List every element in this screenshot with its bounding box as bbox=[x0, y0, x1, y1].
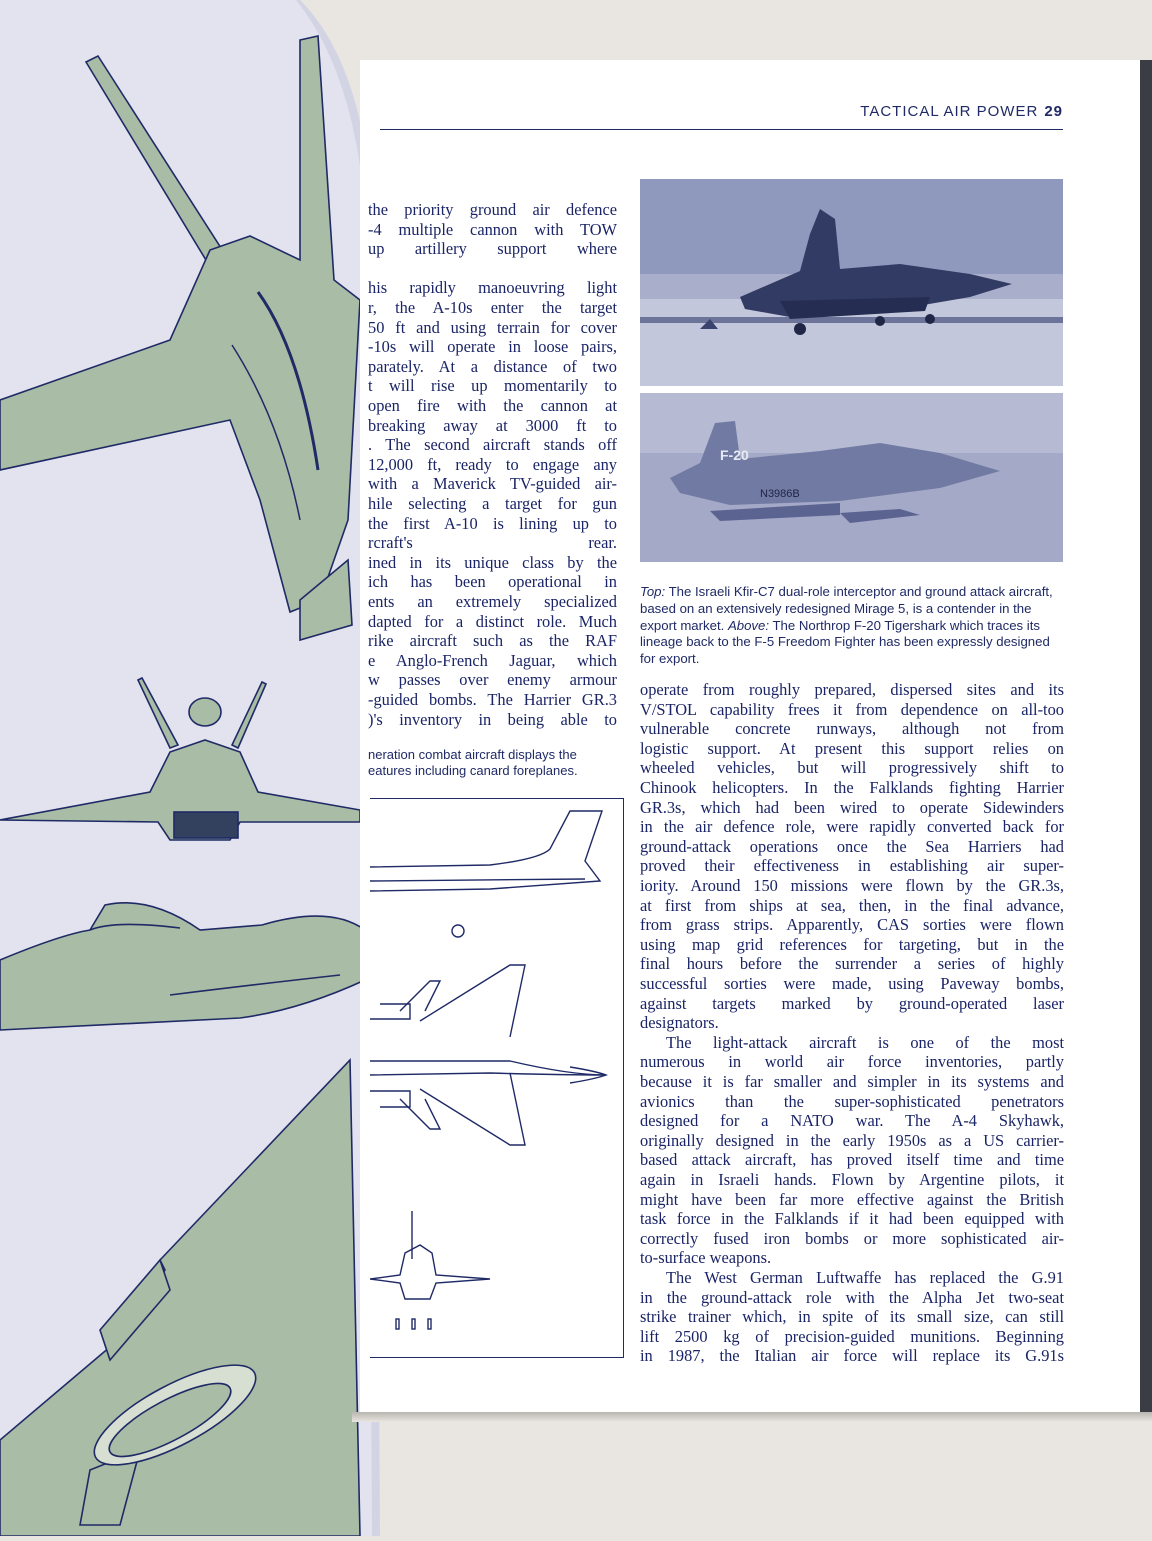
left-column-line: . The second aircraft stands off bbox=[368, 435, 617, 455]
photo-f20 bbox=[640, 393, 1063, 562]
book-cover-edge bbox=[1140, 60, 1152, 1412]
right-column-line: ground-attack operations once the Sea Harriers had bbox=[640, 836, 1064, 856]
right-column-line: logistic support. At present this support relies on bbox=[640, 738, 1064, 758]
left-column-line: open fire with the cannon at bbox=[368, 396, 617, 415]
right-column-line: against targets marked by ground-operated laser bbox=[640, 993, 1064, 1013]
right-column-line: strike trainer which, in spite of its small size, can still bbox=[640, 1307, 1064, 1327]
three-view-drawing bbox=[370, 799, 623, 1357]
f20-serial-marking: N3986B bbox=[760, 488, 800, 500]
left-column-line: r, the A-10s enter the target bbox=[368, 298, 617, 317]
right-column-line: avionics than the super-sophisticated penetrators bbox=[640, 1091, 1064, 1111]
left-column-line: e Anglo-French Jaguar, which bbox=[368, 650, 617, 670]
right-column-line: using map grid references for targeting, but in the bbox=[640, 934, 1064, 954]
aircraft-illustration bbox=[0, 0, 380, 1536]
right-column-line: iority. Around 150 missions were flown by the GR.3s, bbox=[640, 876, 1064, 895]
left-column-line: ich has been operational in bbox=[368, 572, 617, 592]
right-column-line: based attack aircraft, has proved itself time and time bbox=[640, 1150, 1064, 1170]
page-number: 29 bbox=[1044, 103, 1063, 120]
photo-kfir bbox=[640, 179, 1063, 386]
running-header bbox=[380, 103, 1063, 120]
left-column-line: ents an extremely specialized bbox=[368, 592, 617, 611]
left-column-line: with a Maverick TV-guided air- bbox=[368, 474, 617, 494]
right-column-line: might have been far more effective against the British bbox=[640, 1189, 1064, 1209]
right-column-line: in the air defence role, were rapidly converted back for bbox=[640, 817, 1064, 837]
left-column-line: -4 multiple cannon with TOW bbox=[368, 219, 617, 239]
caption-top-label: Top: bbox=[640, 584, 666, 599]
caption-part2: The Northrop F-20 Tigershark which traces its lineage back to the F-5 Freedom Fighter has been expressly designed for export. bbox=[640, 617, 1050, 667]
right-column-line: in 1987, the Italian air force will replace its G.91s bbox=[640, 1346, 1064, 1366]
right-column-line: task force in the Falklands if it had been equipped with bbox=[640, 1209, 1064, 1229]
left-column-line: ined in its unique class by the bbox=[368, 552, 617, 572]
left-column-line: the priority ground air defence bbox=[368, 200, 617, 219]
left-column-line: 12,000 ft, ready to engage any bbox=[368, 454, 617, 474]
page-shadow bbox=[352, 1412, 1152, 1422]
left-column-line: w passes over enemy armour bbox=[368, 670, 617, 690]
right-column-line: at first from ships at sea, then, in the final advance, bbox=[640, 895, 1064, 915]
left-column-line: )'s inventory in being able to bbox=[368, 709, 617, 729]
left-column-line: breaking away at 3000 ft to bbox=[368, 415, 617, 435]
left-caption-line: neration combat aircraft displays the bbox=[368, 747, 577, 762]
left-column-line: dapted for a distinct role. Much bbox=[368, 611, 617, 631]
three-view-diagram bbox=[370, 798, 624, 1358]
left-column-line: t will rise up momentarily to bbox=[368, 376, 617, 396]
right-column-line: to-surface weapons. bbox=[640, 1248, 772, 1268]
right-column-line: wheeled vehicles, but will progressively shift to bbox=[640, 758, 1064, 778]
left-column-line: 50 ft and using terrain for cover bbox=[368, 317, 617, 337]
header-rule bbox=[380, 129, 1063, 130]
right-column-line: V/STOL capability frees it from dependence on all-too bbox=[640, 699, 1064, 719]
right-column-line: The West German Luftwaffe has replaced the G.91 bbox=[666, 1268, 1064, 1287]
right-column-line: proved their effectiveness in establishing air super- bbox=[640, 856, 1064, 876]
right-column-line: in the ground-attack role with the Alpha Jet two-seat bbox=[640, 1287, 1064, 1307]
right-column-line: vulnerable concrete runways, although not from bbox=[640, 719, 1064, 739]
header-title: TACTICAL AIR POWER bbox=[860, 103, 1039, 120]
right-column-line: operate from roughly prepared, dispersed sites and its bbox=[640, 680, 1064, 699]
left-column-line: rike aircraft such as the RAF bbox=[368, 631, 617, 651]
right-column-line: designators. bbox=[640, 1013, 719, 1033]
left-figure-caption bbox=[368, 747, 630, 779]
left-column-line: up artillery support where bbox=[368, 239, 617, 259]
right-column-line: lift 2500 kg of precision-guided munitions. Beginning bbox=[640, 1326, 1064, 1346]
left-caption-line: eatures including canard foreplanes. bbox=[368, 763, 578, 778]
right-column-line: designed for a NATO war. The A-4 Skyhawk, bbox=[640, 1111, 1064, 1131]
left-page-illustration bbox=[0, 0, 380, 1536]
right-column-line: successful sorties were made, using Paveway bombs, bbox=[640, 974, 1064, 993]
f20-tail-marking: F-20 bbox=[720, 447, 749, 463]
right-column-line: correctly fused iron bombs or more sophisticated air- bbox=[640, 1228, 1064, 1248]
right-column-line: again in Israeli hands. Flown by Argentine pilots, it bbox=[640, 1170, 1064, 1189]
right-column-line: because it is far smaller and simpler in its systems and bbox=[640, 1072, 1064, 1091]
kfir-photo-graphic bbox=[640, 179, 1063, 386]
caption-above-label: Above: bbox=[727, 617, 770, 633]
left-column-line: parately. At a distance of two bbox=[368, 356, 617, 376]
right-column-line: GR.3s, which had been wired to operate Sidewinders bbox=[640, 797, 1064, 817]
left-column-line: hile selecting a target for gun bbox=[368, 494, 617, 513]
left-column-line: the first A-10 is lining up to bbox=[368, 513, 617, 533]
right-column-line: Chinook helicopters. In the Falklands fighting Harrier bbox=[640, 778, 1064, 797]
right-column-line: originally designed in the early 1950s as a US carrier- bbox=[640, 1130, 1064, 1150]
f20-photo-graphic bbox=[640, 393, 1063, 562]
left-column-line: -guided bombs. The Harrier GR.3 bbox=[368, 690, 617, 709]
left-column-line: -10s will operate in loose pairs, bbox=[368, 337, 617, 357]
caption-part1: The Israeli Kfir-C7 dual-role interceptor and ground attack aircraft, based on an extensively redesigned Mirage 5, is a contender in the export market. bbox=[640, 584, 1053, 633]
right-column-line: from grass strips. Apparently, CAS sorties were flown bbox=[640, 915, 1064, 935]
right-column-line: The light-attack aircraft is one of the most bbox=[666, 1032, 1064, 1052]
left-column-line: his rapidly manoeuvring light bbox=[368, 278, 617, 298]
right-column-line: final hours before the surrender a series of highly bbox=[640, 954, 1064, 974]
photo-caption bbox=[640, 584, 1063, 668]
right-column-line: numerous in world air force inventories, partly bbox=[640, 1052, 1064, 1072]
left-column-line: rcraft's rear. bbox=[368, 533, 617, 553]
